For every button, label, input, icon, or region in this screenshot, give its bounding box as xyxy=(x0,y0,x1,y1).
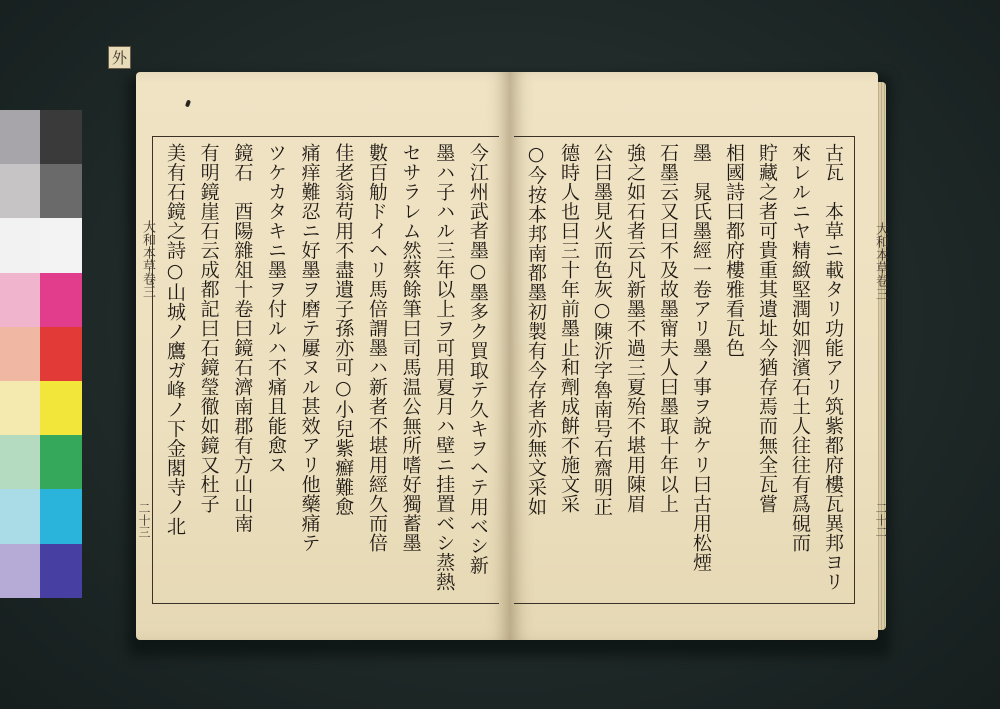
color-swatch xyxy=(40,381,82,435)
color-swatch xyxy=(40,218,82,272)
text-column: 石墨云又曰不及故墨甯夫人曰墨取十年以上 xyxy=(657,143,679,514)
color-swatch xyxy=(40,327,82,381)
text-column: 墨 晁氏墨經一卷アリ墨ノ事ヲ說ケリ曰古用松煙 xyxy=(690,143,712,572)
text-column: 痛痒難忍ニ好墨ヲ磨テ屢ヌル甚效アリ他藥痛テ xyxy=(298,143,321,553)
text-column: 來レルニヤ精緻堅潤如泗濱石土人往往有爲硯而 xyxy=(789,143,811,553)
color-swatch xyxy=(0,218,40,272)
text-column: 相國詩曰都府樓雅看瓦色 xyxy=(723,143,745,358)
text-column: セサラレム然蔡餘筆曰司馬温公無所嗜好獨蓄墨 xyxy=(399,143,422,553)
right-hashira: 大和本草卷三 xyxy=(873,222,888,300)
color-swatch xyxy=(0,164,40,218)
text-column: 鏡石 酉陽雜俎十卷曰鏡石濟南郡有方山山南 xyxy=(231,143,254,533)
text-column: 古瓦 本草ニ載タリ功能アリ筑紫都府樓瓦異邦ヨリ xyxy=(822,143,844,592)
right-text-frame xyxy=(514,136,855,604)
color-swatch xyxy=(40,489,82,543)
left-page xyxy=(136,72,510,640)
color-swatch xyxy=(0,327,40,381)
text-column: 墨ハ子ハル三年以上ヲ可用夏月ハ壁ニ挂置ベシ蒸熱 xyxy=(433,143,456,592)
outside-label: 外 xyxy=(108,46,131,69)
text-column: 有明鏡崖石云成都記曰石鏡瑩徹如鏡又杜子 xyxy=(197,143,220,514)
text-column: 貯藏之者可貴重其遺址今猶存焉而無全瓦嘗 xyxy=(756,143,778,514)
color-swatch xyxy=(0,544,40,598)
text-column: 強之如石者云凡新墨不過三夏殆不堪用陳眉 xyxy=(624,143,646,514)
right-page xyxy=(510,72,888,640)
color-swatch xyxy=(40,544,82,598)
left-text-columns xyxy=(153,137,499,603)
text-column: ○今按本邦南都墨初製有今存者亦無文采如 xyxy=(525,143,547,517)
text-column: 數百觔ドイヘリ馬倍謂墨ハ新者不堪用經久而倍 xyxy=(365,143,388,553)
text-column: 公曰墨見火而色灰○陳沂字魯南号石齋明正 xyxy=(591,143,613,517)
right-text-columns xyxy=(514,137,854,603)
left-folio: 二十三 xyxy=(137,502,151,538)
left-hashira: 大和本草卷三 xyxy=(140,220,155,298)
text-column: 今江州武者墨○墨多ク買取テ久キヲヘテ用ベシ新 xyxy=(466,143,489,575)
text-column: 佳老翁苟用不盡遺子孫亦可○小兒紫癬難愈 xyxy=(332,143,355,517)
right-folio: 二十二 xyxy=(874,502,888,538)
color-checker-strip xyxy=(0,110,82,598)
text-column: ツケカタキニ墨ヲ付ルハ不痛且能愈ス xyxy=(264,143,287,475)
left-text-frame xyxy=(152,136,499,604)
color-swatch xyxy=(0,381,40,435)
color-swatch xyxy=(0,435,40,489)
color-swatch xyxy=(40,273,82,327)
text-column: 德時人也曰三十年前墨止和劑成餠不施文采 xyxy=(558,143,580,514)
color-swatch xyxy=(40,435,82,489)
color-swatch xyxy=(40,164,82,218)
color-swatch xyxy=(0,489,40,543)
text-column: 美有石鏡之詩○山城ノ鷹ガ峰ノ下金閣寺ノ北 xyxy=(164,143,186,536)
color-swatch xyxy=(40,110,82,164)
color-swatch xyxy=(0,273,40,327)
color-swatch xyxy=(0,110,40,164)
